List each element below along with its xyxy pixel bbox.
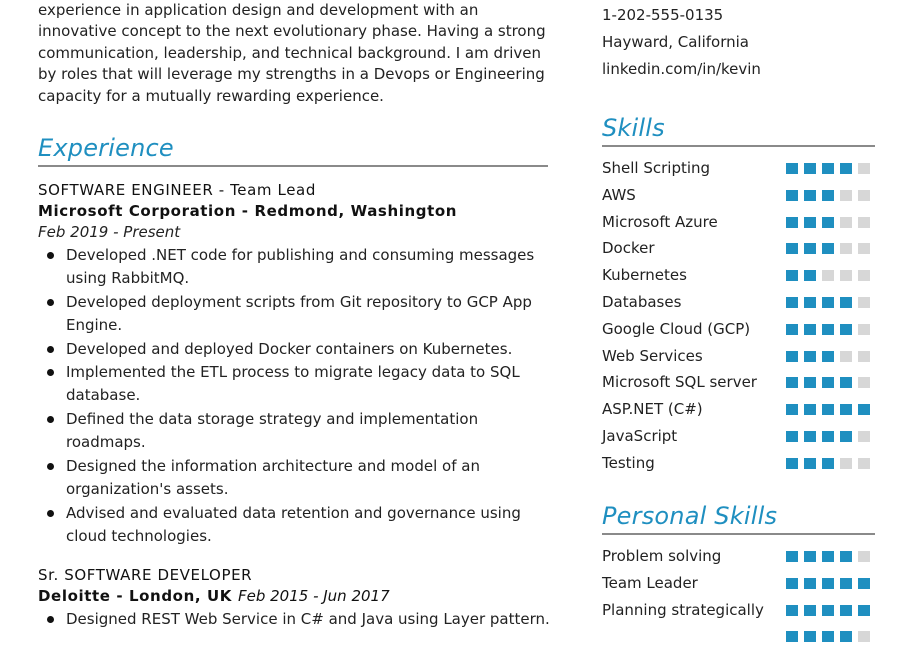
skill-rating bbox=[786, 377, 870, 388]
rating-square-filled bbox=[822, 377, 834, 388]
experience-heading: Experience bbox=[38, 134, 174, 162]
bullet-dot bbox=[47, 369, 54, 376]
skill-rating bbox=[786, 578, 870, 589]
bullet-text: Developed .NET code for publishing and consuming messages bbox=[66, 246, 535, 264]
rating-square-filled bbox=[822, 297, 834, 308]
skill-rating bbox=[786, 631, 870, 642]
rating-square-filled bbox=[786, 351, 798, 362]
rating-square-filled bbox=[786, 243, 798, 254]
rating-square-filled bbox=[858, 605, 870, 616]
rating-square-empty bbox=[858, 551, 870, 562]
rating-square-filled bbox=[786, 551, 798, 562]
bullet-dot bbox=[47, 416, 54, 423]
rating-square-filled bbox=[840, 163, 852, 174]
skill-name: JavaScript bbox=[602, 427, 678, 445]
skill-name: ASP.NET (C#) bbox=[602, 400, 703, 419]
skill-row bbox=[602, 545, 877, 569]
rating-square-filled bbox=[804, 551, 816, 562]
rating-square-filled bbox=[804, 605, 816, 616]
bullet-text: organization's assets. bbox=[66, 480, 229, 498]
bullet-text: Implemented the ETL process to migrate legacy data to SQL bbox=[66, 363, 520, 381]
rating-square-filled bbox=[840, 551, 852, 562]
rating-square-filled bbox=[804, 163, 816, 174]
rating-square-filled bbox=[858, 578, 870, 589]
contact-phone: 1-202-555-0135 bbox=[602, 6, 724, 24]
skill-rating bbox=[786, 404, 870, 415]
rating-square-filled bbox=[804, 404, 816, 415]
rating-square-filled bbox=[840, 404, 852, 415]
skill-name: Team Leader bbox=[602, 573, 698, 592]
rating-square-filled bbox=[786, 605, 798, 616]
job-dates: Feb 2019 - Present bbox=[38, 223, 181, 241]
bullet-text: Designed REST Web Service in C# and Java using Layer pattern. bbox=[66, 610, 550, 628]
skill-row bbox=[602, 318, 877, 342]
rating-square-filled bbox=[786, 458, 798, 469]
rating-square-filled bbox=[804, 458, 816, 469]
rating-square-filled bbox=[786, 631, 798, 642]
skill-row bbox=[602, 425, 877, 449]
rating-square-filled bbox=[822, 163, 834, 174]
job-title: Sr. SOFTWARE DEVELOPER bbox=[38, 566, 253, 584]
skill-row bbox=[602, 371, 877, 395]
skill-rating bbox=[786, 243, 870, 254]
rating-square-filled bbox=[804, 631, 816, 642]
skill-rating bbox=[786, 324, 870, 335]
rating-square-filled bbox=[822, 404, 834, 415]
skill-row bbox=[602, 599, 877, 623]
skill-row bbox=[602, 398, 877, 422]
rating-square-filled bbox=[786, 297, 798, 308]
skills-heading: Skills bbox=[602, 114, 665, 142]
bullet-text: Developed deployment scripts from Git repository to GCP App bbox=[66, 293, 532, 311]
skill-name: Microsoft Azure bbox=[602, 212, 718, 231]
skill-name: Databases bbox=[602, 293, 682, 311]
rating-square-filled bbox=[786, 163, 798, 174]
rating-square-filled bbox=[840, 431, 852, 442]
skill-rating bbox=[786, 190, 870, 201]
rating-square-filled bbox=[822, 243, 834, 254]
bullet-text: Advised and evaluated data retention and governance using bbox=[66, 504, 521, 522]
rating-square-filled bbox=[804, 324, 816, 335]
skill-name: AWS bbox=[602, 185, 636, 204]
rating-square-filled bbox=[786, 324, 798, 335]
rating-square-filled bbox=[786, 578, 798, 589]
rating-square-filled bbox=[822, 324, 834, 335]
rating-square-empty bbox=[822, 270, 834, 281]
skill-name: Planning strategically bbox=[602, 600, 764, 619]
personal-skills-heading: Personal Skills bbox=[602, 502, 778, 530]
rating-square-filled bbox=[840, 578, 852, 589]
rating-square-filled bbox=[804, 243, 816, 254]
rating-square-empty bbox=[840, 217, 852, 228]
skill-name: Microsoft SQL server bbox=[602, 373, 757, 392]
rating-square-empty bbox=[840, 243, 852, 254]
rating-square-filled bbox=[804, 431, 816, 442]
skill-rating bbox=[786, 351, 870, 362]
rating-square-filled bbox=[822, 458, 834, 469]
skill-row bbox=[602, 184, 877, 208]
rating-square-empty bbox=[858, 351, 870, 362]
rating-square-empty bbox=[858, 458, 870, 469]
rating-square-empty bbox=[858, 217, 870, 228]
skill-rating bbox=[786, 605, 870, 616]
rating-square-filled bbox=[840, 324, 852, 335]
skill-row bbox=[602, 211, 877, 235]
skill-row bbox=[602, 572, 877, 596]
skill-rating bbox=[786, 297, 870, 308]
rating-square-filled bbox=[822, 217, 834, 228]
bullet-dot bbox=[47, 346, 54, 353]
skill-name: Kubernetes bbox=[602, 266, 687, 285]
skill-row bbox=[602, 345, 877, 369]
rating-square-filled bbox=[822, 631, 834, 642]
rating-square-empty bbox=[840, 458, 852, 469]
rating-square-filled bbox=[804, 377, 816, 388]
skill-name: Web Services bbox=[602, 346, 703, 365]
rating-square-empty bbox=[858, 431, 870, 442]
summary-line: innovative concept to the next evolutionary phase. Having a strong bbox=[38, 22, 546, 40]
rating-square-filled bbox=[804, 297, 816, 308]
bullet-dot bbox=[47, 299, 54, 306]
summary-line: experience in application design and development with an bbox=[38, 1, 479, 19]
bullet-text: database. bbox=[66, 386, 141, 404]
rating-square-filled bbox=[822, 190, 834, 201]
bullet-dot bbox=[47, 252, 54, 259]
skill-rating bbox=[786, 458, 870, 469]
bullet-dot bbox=[47, 463, 54, 470]
rating-square-filled bbox=[786, 431, 798, 442]
rating-square-filled bbox=[804, 578, 816, 589]
rating-square-empty bbox=[858, 190, 870, 201]
skill-row bbox=[602, 291, 877, 315]
skill-row bbox=[602, 237, 877, 261]
skill-rating bbox=[786, 270, 870, 281]
job-dates: Feb 2015 - Jun 2017 bbox=[237, 587, 390, 605]
rating-square-filled bbox=[822, 605, 834, 616]
bullet-text: cloud technologies. bbox=[66, 527, 212, 545]
skill-rating bbox=[786, 551, 870, 562]
skill-name: Docker bbox=[602, 239, 655, 258]
rating-square-filled bbox=[804, 190, 816, 201]
rating-square-empty bbox=[858, 377, 870, 388]
bullet-dot bbox=[47, 510, 54, 517]
rating-square-filled bbox=[804, 270, 816, 281]
rating-square-filled bbox=[840, 605, 852, 616]
skill-name: Testing bbox=[602, 453, 655, 472]
contact-linkedin[interactable]: linkedin.com/in/kevin bbox=[602, 60, 761, 78]
contact-location: Hayward, California bbox=[602, 33, 749, 51]
skill-name: Google Cloud (GCP) bbox=[602, 319, 751, 338]
skill-rating bbox=[786, 217, 870, 228]
bullet-dot bbox=[47, 616, 54, 623]
job-title: SOFTWARE ENGINEER - Team Lead bbox=[38, 181, 316, 199]
rating-square-filled bbox=[804, 351, 816, 362]
rating-square-empty bbox=[840, 190, 852, 201]
rating-square-empty bbox=[840, 270, 852, 281]
rating-square-filled bbox=[804, 217, 816, 228]
rating-square-filled bbox=[822, 578, 834, 589]
rating-square-empty bbox=[858, 297, 870, 308]
rating-square-empty bbox=[858, 631, 870, 642]
rating-square-empty bbox=[858, 324, 870, 335]
rating-square-empty bbox=[858, 163, 870, 174]
personal-skills-divider bbox=[602, 533, 875, 535]
bullet-text: Developed and deployed Docker containers on Kubernetes. bbox=[66, 340, 513, 358]
skill-rating bbox=[786, 163, 870, 174]
bullet-text: using RabbitMQ. bbox=[66, 269, 190, 287]
rating-square-empty bbox=[840, 351, 852, 362]
rating-square-filled bbox=[822, 351, 834, 362]
skill-name: Problem solving bbox=[602, 547, 722, 565]
job-company-line bbox=[38, 587, 390, 605]
skill-row bbox=[602, 157, 877, 181]
rating-square-filled bbox=[840, 631, 852, 642]
rating-square-empty bbox=[858, 243, 870, 254]
skill-rating bbox=[786, 431, 870, 442]
summary-line: capacity for a mutually rewarding experience. bbox=[38, 87, 384, 105]
rating-square-filled bbox=[786, 190, 798, 201]
job-company: Deloitte - London, UK bbox=[38, 587, 232, 605]
job-company: Microsoft Corporation - Redmond, Washington bbox=[38, 202, 458, 220]
rating-square-filled bbox=[840, 377, 852, 388]
bullet-text: Designed the information architecture and model of an bbox=[66, 457, 480, 475]
skill-row bbox=[602, 452, 877, 476]
rating-square-filled bbox=[786, 377, 798, 388]
bullet-text: Engine. bbox=[66, 316, 123, 334]
bullet-text: Defined the data storage strategy and implementation bbox=[66, 410, 479, 428]
rating-square-filled bbox=[822, 431, 834, 442]
summary-line: communication, leadership, and technical background. I am driven bbox=[38, 44, 541, 62]
skill-name: Shell Scripting bbox=[602, 159, 711, 177]
skill-row bbox=[602, 625, 877, 649]
rating-square-filled bbox=[786, 217, 798, 228]
skills-divider bbox=[602, 145, 875, 147]
summary-line: by roles that will leverage my strengths in a Devops or Engineering bbox=[38, 65, 545, 83]
rating-square-filled bbox=[786, 404, 798, 415]
rating-square-empty bbox=[858, 270, 870, 281]
rating-square-filled bbox=[858, 404, 870, 415]
rating-square-filled bbox=[786, 270, 798, 281]
rating-square-filled bbox=[840, 297, 852, 308]
skill-row bbox=[602, 264, 877, 288]
bullet-text: roadmaps. bbox=[66, 433, 146, 451]
rating-square-filled bbox=[822, 551, 834, 562]
experience-divider bbox=[38, 165, 548, 167]
